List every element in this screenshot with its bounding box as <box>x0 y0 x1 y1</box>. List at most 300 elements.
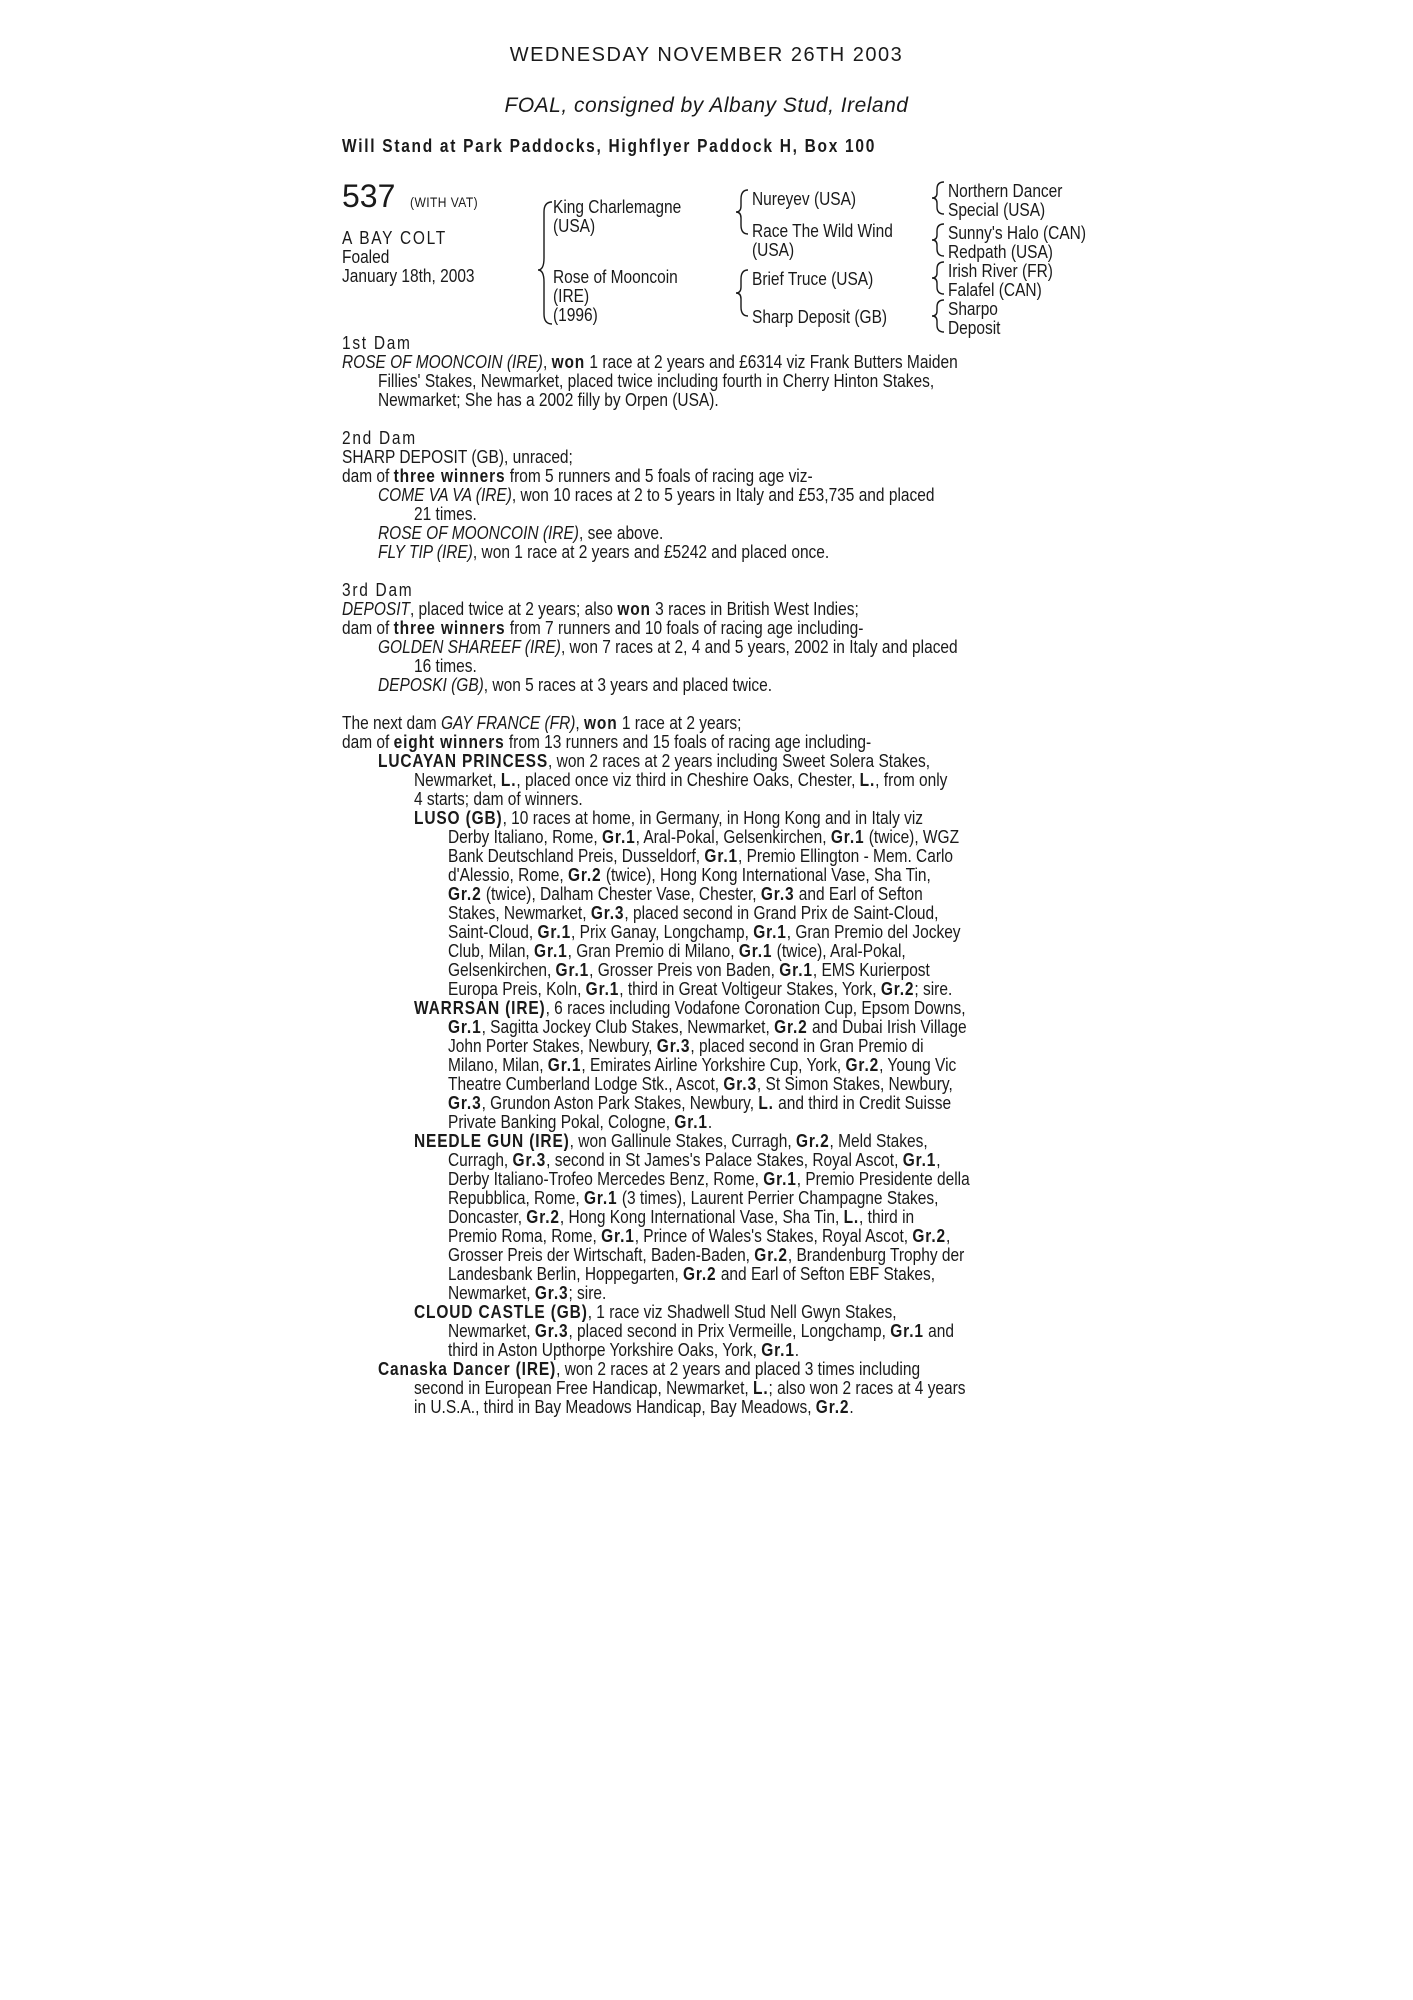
text-line <box>342 885 1082 904</box>
text-line-content <box>342 448 573 467</box>
text-bold: Gr.1 <box>674 1112 708 1132</box>
text-bold: Gr.2 <box>448 884 482 904</box>
text-line <box>342 771 1082 790</box>
text-line <box>342 1208 1082 1227</box>
text-run: , Grosser Preis von Baden, <box>589 960 780 980</box>
pedigree-dam-sire: Brief Truce (USA) <box>752 269 874 289</box>
text-run: Landesbank Berlin, Hoppegarten, <box>448 1264 683 1284</box>
text-line-content <box>342 619 863 638</box>
text-run: , placed second in Grand Prix de Saint-Cloud, <box>624 903 939 923</box>
text-line-content <box>378 638 958 657</box>
text-run: Fillies' Stakes, Newmarket, placed twice including fourth in Cherry Hinton Stakes, <box>378 371 935 391</box>
brace-g4 <box>932 300 944 332</box>
text-bold: Gr.2 <box>754 1245 788 1265</box>
text-line-content <box>342 429 417 448</box>
text-line <box>342 600 1082 619</box>
text-run: Newmarket; She has a 2002 filly by Orpen (USA). <box>378 390 719 410</box>
text-run: , placed twice at 2 years; also <box>409 599 618 619</box>
text-line-content <box>448 1322 954 1341</box>
text-run: (twice), Hong Kong International Vase, Sha Tin, <box>601 865 931 885</box>
pedigree-sire-dam: Race The Wild Wind (USA) <box>752 221 893 260</box>
text-line <box>342 1341 1082 1360</box>
text-run: Gelsenkirchen, <box>448 960 556 980</box>
text-line <box>342 1132 1082 1151</box>
vat-note: (WITH VAT) <box>410 194 479 210</box>
text-run: Newmarket, <box>414 770 501 790</box>
text-bold: Gr.1 <box>890 1321 924 1341</box>
text-run: , Prix Ganay, Longchamp, <box>571 922 754 942</box>
text-line-content <box>414 657 477 676</box>
text-line-content <box>342 334 412 353</box>
text-bold: Gr.1 <box>448 1017 482 1037</box>
brace-g3 <box>932 262 944 294</box>
text-line-content <box>448 1075 953 1094</box>
text-bold: Gr.1 <box>555 960 590 980</box>
text-line-content <box>342 714 741 733</box>
brace-dam <box>736 270 748 316</box>
text-run: Doncaster, <box>448 1207 527 1227</box>
text-line <box>342 543 1082 562</box>
text-bold: Gr.2 <box>795 1131 830 1151</box>
text-run: Derby Italiano-Trofeo Mercedes Benz, Rome, <box>448 1169 764 1189</box>
text-bold: Gr.3 <box>512 1150 547 1170</box>
pedigree-gen3-d: Sharpo Deposit <box>948 299 1001 338</box>
text-line <box>342 1379 1082 1398</box>
text-bold: Gr.2 <box>682 1264 717 1284</box>
text-line-content <box>414 1398 854 1417</box>
text-line-content <box>378 1360 920 1379</box>
text-run: Derby Italiano, Rome, <box>448 827 603 847</box>
text-run: from 13 runners and 15 foals of racing age including- <box>504 732 872 752</box>
text-run: , placed second in Prix Vermeille, Longchamp, <box>568 1321 891 1341</box>
text-run: Club, Milan, <box>448 941 535 961</box>
text-bold: three winners <box>393 618 506 638</box>
text-bold: Gr.2 <box>526 1207 560 1227</box>
text-run: and <box>923 1321 954 1341</box>
text-bold: won <box>617 599 651 619</box>
text-line <box>342 714 1082 733</box>
text-run: ; sire. <box>914 979 953 999</box>
text-run: , <box>936 1150 941 1170</box>
text-line-content <box>414 790 583 809</box>
text-run: dam of <box>342 618 394 638</box>
text-line-content <box>342 353 958 372</box>
text-bold: Gr.1 <box>902 1150 937 1170</box>
text-run: d'Alessio, Rome, <box>448 865 568 885</box>
text-run: , 10 races at home, in Germany, in Hong Kong and in Italy viz <box>502 808 924 828</box>
text-run: ; also won 2 races at 4 years <box>768 1378 966 1398</box>
text-line-content <box>414 809 923 828</box>
text-run: and Earl of Sefton EBF Stakes, <box>716 1264 936 1284</box>
sale-date: WEDNESDAY NOVEMBER 26TH 2003 <box>509 44 904 66</box>
text-line <box>342 334 1082 353</box>
text-run: 4 starts; dam of winners. <box>414 789 583 809</box>
text-run: SHARP DEPOSIT (GB), unraced; <box>342 447 573 467</box>
text-line <box>342 847 1082 866</box>
text-run: , Meld Stakes, <box>829 1131 928 1151</box>
text-line-content <box>448 1284 606 1303</box>
text-run: , Aral-Pokal, Gelsenkirchen, <box>635 827 831 847</box>
foaled-date: January 18th, 2003 <box>342 266 475 286</box>
text-run: , St Simon Stakes, Newbury, <box>756 1074 953 1094</box>
text-line-content <box>448 1170 970 1189</box>
text-line <box>342 1284 1082 1303</box>
text-run: The next dam <box>342 713 441 733</box>
text-ital: DEPOSIT <box>342 599 410 619</box>
text-bold: Gr.3 <box>448 1093 482 1113</box>
text-line <box>342 923 1082 942</box>
text-run: , from only <box>875 770 948 790</box>
text-run: , won 5 races at 3 years and placed twice. <box>483 675 773 695</box>
text-run: second in European Free Handicap, Newmarket, <box>414 1378 754 1398</box>
pedigree-sire: King Charlemagne (USA) <box>553 197 682 236</box>
text-line-content <box>342 600 859 619</box>
text-line-content <box>414 1379 966 1398</box>
text-line-content <box>448 942 906 961</box>
text-run: , won 7 races at 2, 4 and 5 years, 2002 in Italy and placed <box>560 637 958 657</box>
text-line <box>342 619 1082 638</box>
text-bold: L. <box>753 1378 769 1398</box>
text-run: , placed once viz third in Cheshire Oaks, Chester, <box>516 770 860 790</box>
text-line-content <box>448 1094 951 1113</box>
text-bold: Canaska Dancer (IRE) <box>378 1359 557 1379</box>
text-bold: L. <box>500 770 517 790</box>
text-line <box>342 1360 1082 1379</box>
text-bold: Gr.1 <box>763 1169 797 1189</box>
produce-record <box>342 334 1082 1417</box>
text-run: ; sire. <box>568 1283 607 1303</box>
text-line-content <box>414 505 477 524</box>
text-bold: Gr.2 <box>880 979 915 999</box>
text-run: . <box>794 1340 800 1360</box>
text-run: dam of <box>342 732 394 752</box>
text-line <box>342 429 1082 448</box>
text-line-content <box>342 467 813 486</box>
text-run: , placed second in Gran Premio di <box>690 1036 924 1056</box>
text-run: , Prince of Wales's Stakes, Royal Ascot, <box>634 1226 913 1246</box>
text-bold: Gr.1 <box>779 960 813 980</box>
text-line <box>342 828 1082 847</box>
text-line <box>342 1037 1082 1056</box>
text-line <box>342 638 1082 657</box>
text-bold: Gr.2 <box>815 1397 850 1417</box>
text-line-content <box>378 372 934 391</box>
text-run: from 5 runners and 5 foals of racing age viz- <box>505 466 813 486</box>
text-run: , won 1 race at 2 years and £5242 and placed once. <box>472 542 830 562</box>
text-run: , second in St James's Palace Stakes, Royal Ascot, <box>546 1150 903 1170</box>
pedigree-dam-dam: Sharp Deposit (GB) <box>752 307 888 327</box>
brace-g1 <box>932 182 944 214</box>
text-bold: LUCAYAN PRINCESS <box>378 751 549 771</box>
text-run: , <box>945 1226 951 1246</box>
text-run: Bank Deutschland Preis, Dusseldorf, <box>448 846 705 866</box>
text-bold: Gr.1 <box>534 941 568 961</box>
paragraph-spacer <box>342 410 1082 429</box>
text-run: , <box>542 352 552 372</box>
text-run: (twice), WGZ <box>864 827 960 847</box>
text-line-content <box>414 1303 897 1322</box>
text-line-content <box>448 1227 950 1246</box>
text-bold: L. <box>843 1207 860 1227</box>
text-bold: Gr.2 <box>774 1017 808 1037</box>
text-line-content <box>448 1113 712 1132</box>
text-line-content <box>378 486 934 505</box>
text-line <box>342 676 1082 695</box>
text-line-content <box>448 1037 924 1056</box>
text-bold: Gr.3 <box>534 1283 569 1303</box>
text-run: in U.S.A., third in Bay Meadows Handicap, Bay Meadows, <box>414 1397 816 1417</box>
text-line <box>342 657 1082 676</box>
text-line <box>342 1170 1082 1189</box>
text-run: Newmarket, <box>448 1321 535 1341</box>
text-run: (twice), Dalham Chester Vase, Chester, <box>481 884 761 904</box>
text-line-content <box>378 524 663 543</box>
text-run: , won 2 races at 2 years and placed 3 times including <box>556 1359 921 1379</box>
text-run: , Gran Premio del Jockey <box>786 922 961 942</box>
text-run: , won Gallinule Stakes, Curragh, <box>569 1131 796 1151</box>
text-run: Curragh, <box>448 1150 513 1170</box>
text-line-content <box>448 1341 799 1360</box>
text-run: , Hong Kong International Vase, Sha Tin, <box>559 1207 844 1227</box>
text-bold: Gr.1 <box>738 941 773 961</box>
text-run: , third in <box>859 1207 915 1227</box>
foaled-label: Foaled <box>342 247 390 267</box>
text-run: Grosser Preis der Wirtschaft, Baden-Baden, <box>448 1245 755 1265</box>
text-bold: Gr.1 <box>761 1340 795 1360</box>
text-run: Repubblica, Rome, <box>448 1188 584 1208</box>
text-line-content <box>342 581 413 600</box>
text-line-content <box>448 885 923 904</box>
text-run: and third in Credit Suisse <box>773 1093 952 1113</box>
text-ital: DEPOSKI (GB) <box>378 675 484 695</box>
text-ital: COME VA VA (IRE) <box>378 485 512 505</box>
text-line <box>342 733 1082 752</box>
text-heading: 1st Dam <box>342 333 412 353</box>
text-line-content <box>414 771 947 790</box>
text-line <box>342 1151 1082 1170</box>
paragraph-spacer <box>342 695 1082 714</box>
text-bold: Gr.3 <box>723 1074 757 1094</box>
text-line <box>342 524 1082 543</box>
pedigree-sire-sire: Nureyev (USA) <box>752 189 857 209</box>
text-run: , Young Vic <box>879 1055 957 1075</box>
text-line <box>342 1056 1082 1075</box>
text-line <box>342 961 1082 980</box>
text-run: , <box>575 713 585 733</box>
text-ital: ROSE OF MOONCOIN (IRE) <box>378 523 579 543</box>
text-line <box>342 467 1082 486</box>
pedigree-gen3-c: Irish River (FR) Falafel (CAN) <box>948 261 1053 300</box>
text-run: 16 times. <box>414 656 477 676</box>
text-heading: 3rd Dam <box>342 580 414 600</box>
text-run: , Emirates Airline Yorkshire Cup, York, <box>581 1055 846 1075</box>
text-bold: eight winners <box>393 732 505 752</box>
text-bold: three winners <box>393 466 506 486</box>
text-line-content <box>448 1265 935 1284</box>
text-bold: Gr.3 <box>590 903 625 923</box>
text-run: and Dubai Irish Village <box>807 1017 967 1037</box>
text-run: , see above. <box>578 523 664 543</box>
text-line-content <box>448 847 953 866</box>
text-line <box>342 581 1082 600</box>
text-line <box>342 790 1082 809</box>
pedigree-gen3-b: Sunny's Halo (CAN) Redpath (USA) <box>948 223 1087 262</box>
text-line-content <box>448 1056 956 1075</box>
text-bold: Gr.3 <box>656 1036 691 1056</box>
text-heading: 2nd Dam <box>342 428 417 448</box>
pedigree-gen3-a: Northern Dancer Special (USA) <box>948 181 1063 220</box>
text-run: (twice), Aral-Pokal, <box>772 941 906 961</box>
text-line-content <box>448 1246 964 1265</box>
brace-main <box>538 202 552 324</box>
brace-g2 <box>932 224 944 256</box>
consignment-line: FOAL, consigned by Albany Stud, Ireland <box>504 94 909 117</box>
text-line <box>342 866 1082 885</box>
text-run: Saint-Cloud, <box>448 922 538 942</box>
brace-sire <box>736 190 748 234</box>
text-run: 1 race at 2 years and £6314 viz Frank Butters Maiden <box>585 352 958 372</box>
text-line-content <box>448 1018 967 1037</box>
text-run: , won 10 races at 2 to 5 years in Italy and £53,735 and placed <box>511 485 935 505</box>
text-run: . <box>707 1112 713 1132</box>
text-line-content <box>448 980 952 999</box>
text-run: , won 2 races at 2 years including Sweet Solera Stakes, <box>548 751 931 771</box>
text-ital: ROSE OF MOONCOIN (IRE) <box>342 352 543 372</box>
text-run: Newmarket, <box>448 1283 535 1303</box>
text-line <box>342 752 1082 771</box>
text-run: Private Banking Pokal, Cologne, <box>448 1112 675 1132</box>
text-line-content <box>448 1189 938 1208</box>
text-line-content <box>378 391 719 410</box>
text-line <box>342 1265 1082 1284</box>
text-run: and Earl of Sefton <box>794 884 923 904</box>
text-line <box>342 353 1082 372</box>
text-line <box>342 1094 1082 1113</box>
text-bold: Gr.1 <box>601 1226 635 1246</box>
text-run: Europa Preis, Koln, <box>448 979 586 999</box>
text-line-content <box>448 1208 914 1227</box>
text-bold: Gr.1 <box>753 922 787 942</box>
text-run: 1 race at 2 years; <box>617 713 742 733</box>
text-line-content <box>378 752 930 771</box>
text-line-content <box>414 999 966 1018</box>
text-line <box>342 1189 1082 1208</box>
text-run: Premio Roma, Rome, <box>448 1226 602 1246</box>
text-line <box>342 1018 1082 1037</box>
text-bold: NEEDLE GUN (IRE) <box>414 1131 570 1151</box>
text-line <box>342 486 1082 505</box>
text-bold: Gr.1 <box>547 1055 582 1075</box>
text-run: , Sagitta Jockey Club Stakes, Newmarket, <box>481 1017 775 1037</box>
text-bold: won <box>584 713 618 733</box>
text-line <box>342 980 1082 999</box>
text-run: , Brandenburg Trophy der <box>787 1245 965 1265</box>
text-line <box>342 391 1082 410</box>
text-line-content <box>448 1151 941 1170</box>
text-run: , Premio Presidente della <box>796 1169 970 1189</box>
text-line <box>342 809 1082 828</box>
text-bold: WARRSAN (IRE) <box>414 998 546 1018</box>
text-run: from 7 runners and 10 foals of racing age including- <box>505 618 864 638</box>
text-run: , Premio Ellington - Mem. Carlo <box>737 846 954 866</box>
text-line <box>342 1398 1082 1417</box>
text-bold: Gr.1 <box>585 979 620 999</box>
text-bold: CLOUD CASTLE (GB) <box>414 1302 588 1322</box>
text-run: 21 times. <box>414 504 477 524</box>
text-line <box>342 372 1082 391</box>
stand-location: Will Stand at Park Paddocks, Highflyer Paddock H, Box 100 <box>342 136 877 156</box>
text-bold: L. <box>758 1093 774 1113</box>
text-line-content <box>448 866 931 885</box>
text-bold: Gr.3 <box>534 1321 569 1341</box>
lot-number: 537 <box>342 178 396 214</box>
text-ital: GOLDEN SHAREEF (IRE) <box>378 637 561 657</box>
text-bold: Gr.1 <box>583 1188 618 1208</box>
text-ital: FLY TIP (IRE) <box>378 542 473 562</box>
text-run: John Porter Stakes, Newbury, <box>448 1036 657 1056</box>
text-bold: LUSO (GB) <box>414 808 503 828</box>
text-ital: GAY FRANCE (FR) <box>440 713 576 733</box>
text-line <box>342 505 1082 524</box>
text-line <box>342 1303 1082 1322</box>
text-line <box>342 1246 1082 1265</box>
text-run: Theatre Cumberland Lodge Stk., Ascot, <box>448 1074 724 1094</box>
text-bold: Gr.1 <box>537 922 572 942</box>
text-line <box>342 1075 1082 1094</box>
text-run: (3 times), Laurent Perrier Champagne Stakes, <box>617 1188 939 1208</box>
text-run: , third in Great Voltigeur Stakes, York, <box>619 979 881 999</box>
text-line <box>342 1322 1082 1341</box>
text-run: , 6 races including Vodafone Coronation Cup, Epsom Downs, <box>545 998 966 1018</box>
text-bold: L. <box>859 770 876 790</box>
text-line <box>342 999 1082 1018</box>
text-run: , EMS Kurierpost <box>812 960 930 980</box>
text-run: third in Aston Upthorpe Yorkshire Oaks, York, <box>448 1340 762 1360</box>
text-line-content <box>448 961 930 980</box>
text-line-content <box>342 733 871 752</box>
text-bold: Gr.1 <box>830 827 865 847</box>
text-run: , Gran Premio di Milano, <box>567 941 739 961</box>
text-bold: Gr.1 <box>602 827 636 847</box>
text-bold: Gr.1 <box>704 846 738 866</box>
paragraph-spacer <box>342 562 1082 581</box>
pedigree-dam: Rose of Mooncoin (IRE) (1996) <box>553 267 678 325</box>
text-bold: Gr.2 <box>567 865 602 885</box>
text-run: . <box>849 1397 854 1417</box>
text-run: , Grundon Aston Park Stakes, Newbury, <box>481 1093 759 1113</box>
text-run: Milano, Milan, <box>448 1055 548 1075</box>
text-bold: Gr.2 <box>912 1226 946 1246</box>
text-line <box>342 448 1082 467</box>
text-run: , 1 race viz Shadwell Stud Nell Gwyn Stakes, <box>587 1302 897 1322</box>
text-line-content <box>414 1132 928 1151</box>
lot-description: A BAY COLT <box>342 228 447 248</box>
text-line-content <box>378 543 829 562</box>
text-run: 3 races in British West Indies; <box>650 599 859 619</box>
text-line <box>342 1227 1082 1246</box>
text-run: dam of <box>342 466 394 486</box>
text-bold: Gr.2 <box>845 1055 880 1075</box>
text-line-content <box>378 676 772 695</box>
text-line-content <box>448 923 961 942</box>
text-line-content <box>448 904 938 923</box>
text-bold: Gr.3 <box>760 884 795 904</box>
text-line <box>342 942 1082 961</box>
text-line-content <box>448 828 959 847</box>
text-line <box>342 1113 1082 1132</box>
text-bold: won <box>551 352 586 372</box>
text-line <box>342 904 1082 923</box>
